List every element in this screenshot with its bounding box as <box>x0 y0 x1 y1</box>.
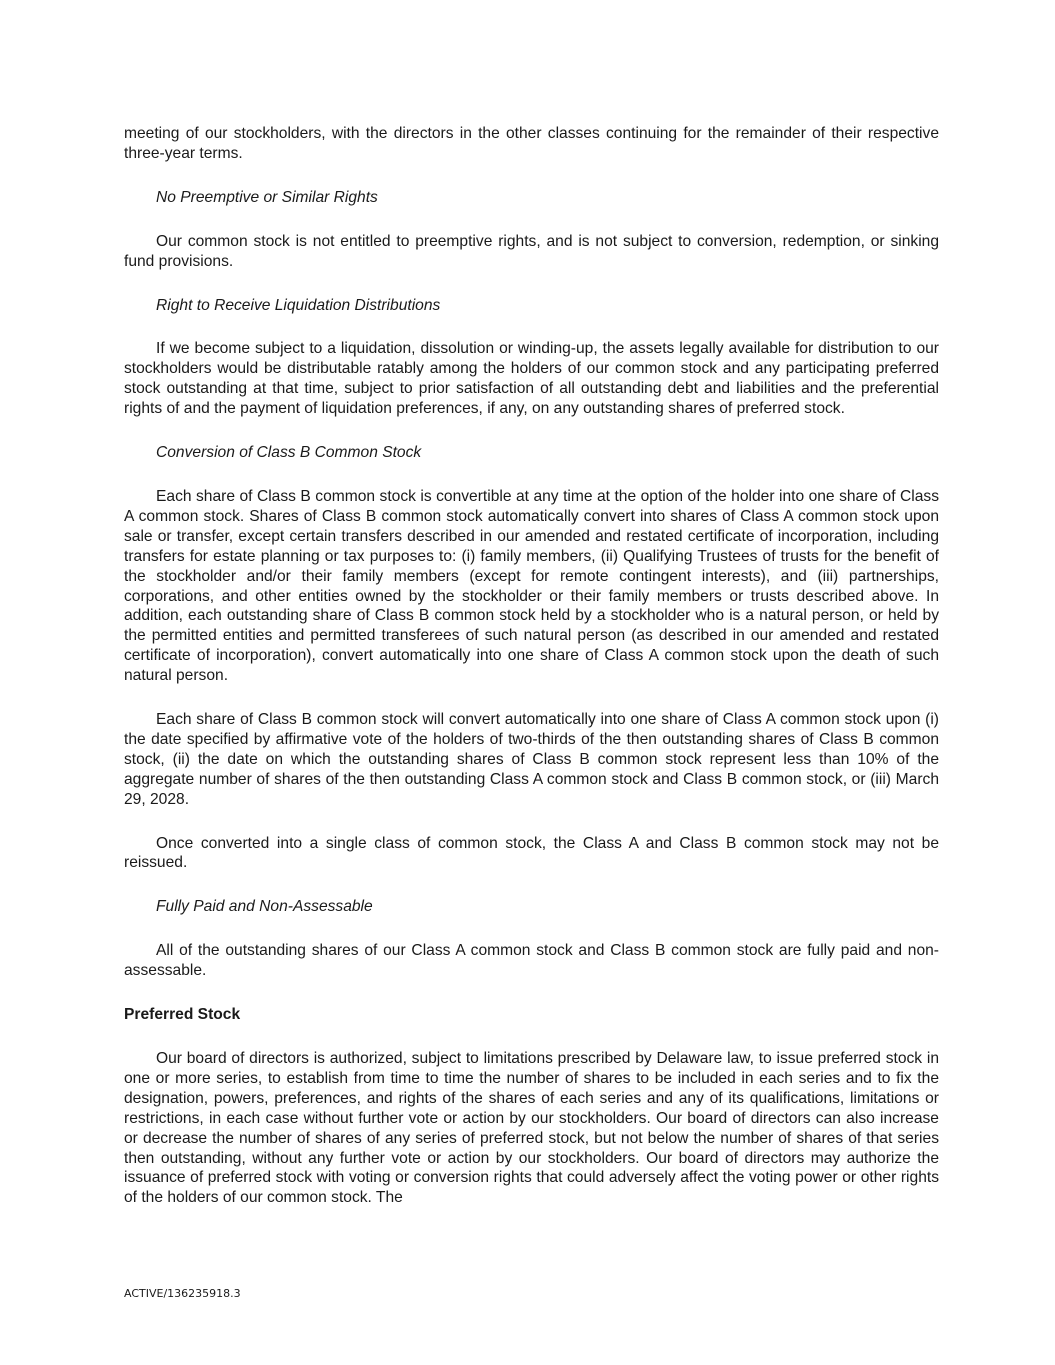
body-paragraph: All of the outstanding shares of our Class A common stock and Class B common stock are fully paid and non-assessable. <box>124 942 939 980</box>
body-paragraph: Each share of Class B common stock will convert automatically into one share of Class A common stock upon (i) the date specified by affirmative vote of the holders of two-thirds of the then outstanding shares of Class B common stock, (ii) the date on which the outstanding shares of Class B common stock represent less than 10% of the aggregate number of shares of the then outstanding Class A common stock and Class B common stock, or (iii) March 29, 2028. <box>124 711 939 808</box>
document-footer-id: ACTIVE/136235918.3 <box>124 1287 241 1300</box>
subheading-liquidation-distributions: Right to Receive Liquidation Distributions <box>156 296 441 314</box>
subheading-fully-paid: Fully Paid and Non-Assessable <box>156 898 373 916</box>
body-paragraph: Once converted into a single class of common stock, the Class A and Class B common stock may not be reissued. <box>124 834 939 872</box>
section-heading-preferred-stock: Preferred Stock <box>124 1006 241 1024</box>
document-page <box>124 124 939 1232</box>
body-paragraph: Our common stock is not entitled to preemptive rights, and is not subject to conversion, redemption, or sinking fund provisions. <box>124 232 939 270</box>
body-paragraph: Each share of Class B common stock is convertible at any time at the option of the holder into one share of Class A common stock. Shares of Class B common stock automatically convert into shares of Class A common stock upon sale or transfer, except certain transfers described in our amended and restated certificate of incorporation, including transfers for estate planning or tax purposes to: (i) family members, (ii) Qualifying Trustees of trusts for the benefit of the stockholder and/or their family members (except for remote contingent interests), and (iii) partnerships, corporations, and other entities owned by the stockholder or their family members or trusts described above. In addition, each outstanding share of Class B common stock held by a stockholder who is a natural person, or held by the permitted entities and permitted transferees of such natural person (as described in our amended and restated certificate of incorporation), convert automatically into one share of Class A common stock upon the death of such natural person. <box>124 487 939 685</box>
subheading-no-preemptive-rights: No Preemptive or Similar Rights <box>156 188 378 206</box>
subheading-conversion-class-b: Conversion of Class B Common Stock <box>156 444 422 462</box>
body-paragraph: meeting of our stockholders, with the directors in the other classes continuing for the remainder of their respective three-year terms. <box>124 125 939 162</box>
body-paragraph: If we become subject to a liquidation, dissolution or winding-up, the assets legally available for distribution to our stockholders would be distributable ratably among the holders of our common stock and any participating preferred stock outstanding at that time, subject to prior satisfaction of all outstanding debt and liabilities and the preferential rights of and the payment of liquidation preferences, if any, on any outstanding shares of preferred stock. <box>124 340 939 418</box>
body-paragraph: Our board of directors is authorized, subject to limitations prescribed by Delaware law, to issue preferred stock in one or more series, to establish from time to time the number of shares to be included in each series and to fix the designation, powers, preferences, and rights of the shares of each series and any of its qualifications, limitations or restrictions, in each case without further vote or action by our stockholders. Our board of directors can also increase or decrease the number of shares of any series of preferred stock, but not below the number of shares of that series then outstanding, without any further vote or action by our stockholders. Our board of directors may authorize the issuance of preferred stock with voting or conversion rights that could adversely affect the voting power or other rights of the holders of our common stock. The <box>124 1050 939 1207</box>
